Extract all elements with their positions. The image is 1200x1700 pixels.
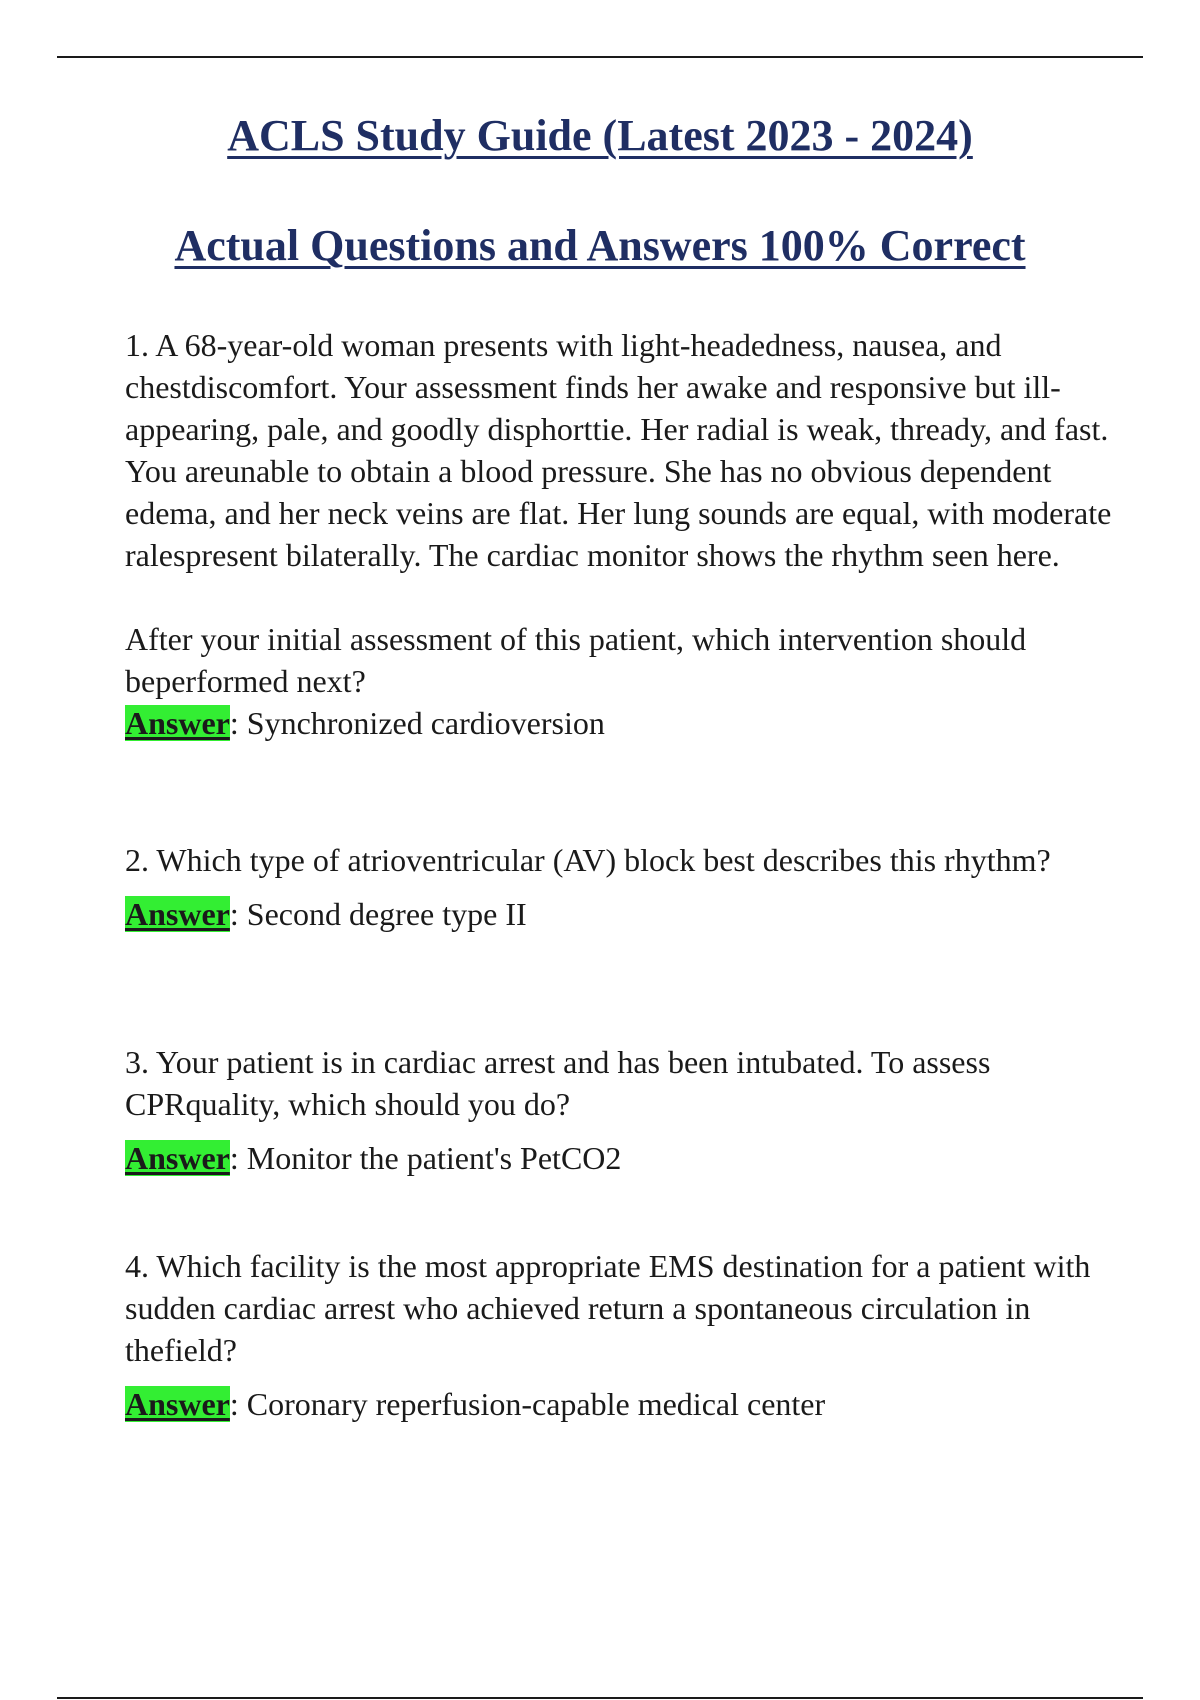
answer-line (125, 893, 1115, 935)
document-subtitle: Actual Questions and Answers 100% Correct (174, 221, 1026, 270)
answer-label: Answer (125, 896, 230, 932)
answer-text: : Second degree type II (229, 896, 527, 932)
bottom-rule (57, 1697, 1143, 1699)
question-stem: 1. A 68-year-old woman presents with light-headedness, nausea, and chestdiscomfort. Your assessment finds her awake and responsive but ill-appearing, pale, and goodly disphorttie. Her radial is weak, thready, and fast. You areunable to obtain a blood pressure. She has no obvious dependent edema, and her neck veins are flat. Her lung sounds are equal, with moderate ralespresent bilaterally. The cardiac monitor shows the rhythm seen here. (125, 327, 1112, 573)
question-2 (125, 839, 1115, 935)
question-4 (125, 1245, 1115, 1425)
question-3 (125, 1041, 1115, 1179)
answer-text: : Synchronized cardioversion (229, 705, 605, 741)
answer-line (125, 1137, 1115, 1179)
question-stem: 2. Which type of atrioventricular (AV) block best describes this rhythm? (125, 842, 1051, 878)
answer-label: Answer (125, 705, 230, 741)
answer-line (125, 1383, 1115, 1425)
answer-label: Answer (125, 1386, 230, 1422)
question-prompt: After your initial assessment of this patient, which intervention should beperformed next? (125, 621, 1027, 699)
question-1 (125, 324, 1115, 744)
answer-text: : Monitor the patient's PetCO2 (229, 1140, 622, 1176)
top-rule (57, 56, 1143, 58)
document-title: ACLS Study Guide (Latest 2023 - 2024) (227, 111, 973, 160)
answer-text: : Coronary reperfusion-capable medical center (229, 1386, 826, 1422)
spacer (125, 576, 1115, 618)
question-stem: 3. Your patient is in cardiac arrest and has been intubated. To assess CPRquality, which should you do? (125, 1044, 991, 1122)
answer-line (125, 702, 1115, 744)
answer-label: Answer (125, 1140, 230, 1176)
question-stem: 4. Which facility is the most appropriate EMS destination for a patient with sudden cardiac arrest who achieved return a spontaneous circulation in thefield? (125, 1248, 1091, 1368)
